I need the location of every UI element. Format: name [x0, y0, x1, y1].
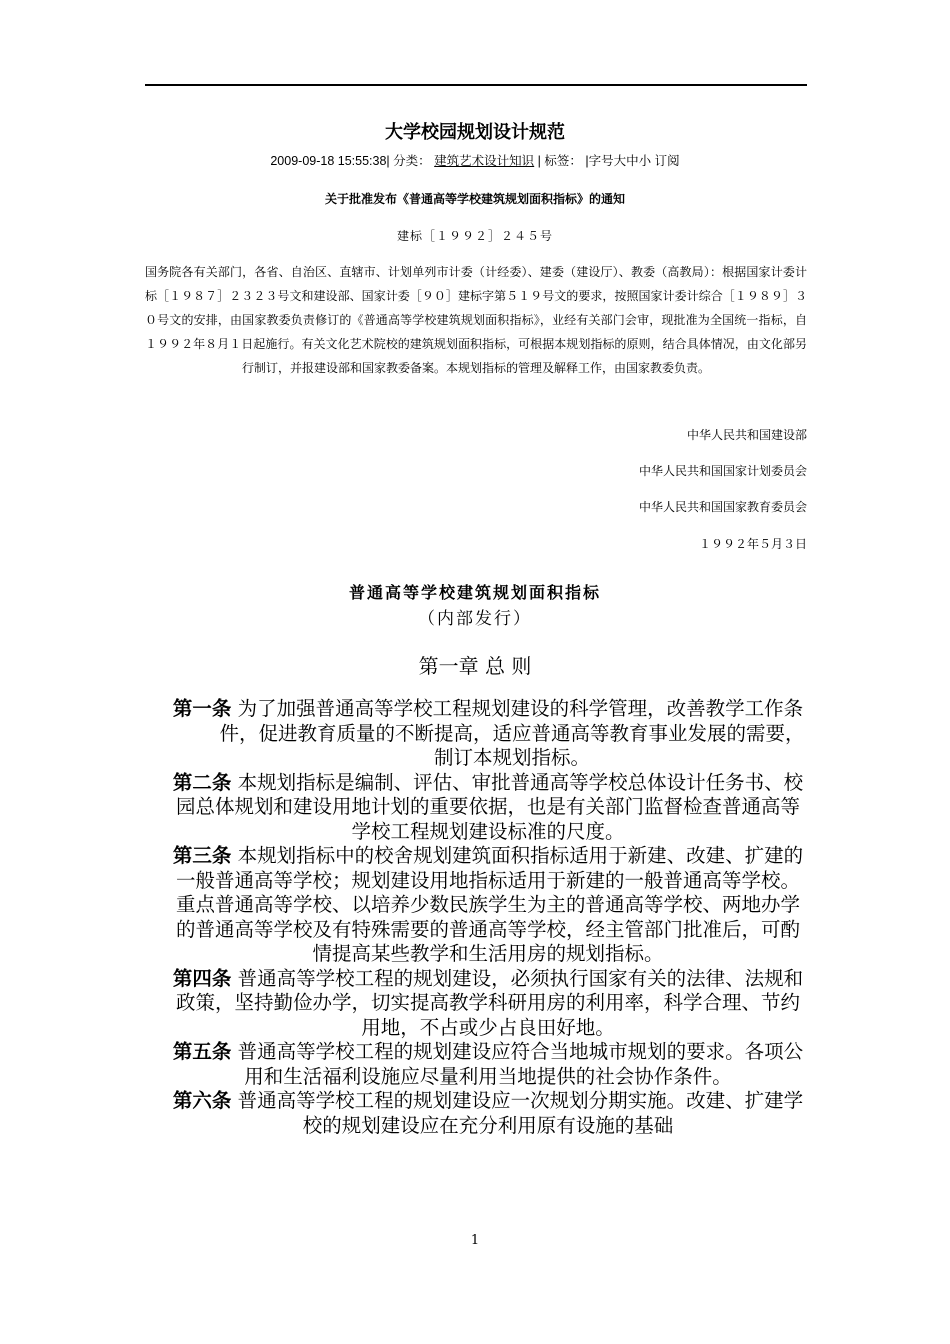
document-title: 普通高等学校建筑规划面积指标: [348, 583, 601, 602]
article-1: [168, 697, 808, 771]
signature-planning-commission: 中华人民共和国国家计划委员会: [638, 464, 807, 478]
articles-list: [168, 697, 808, 1138]
tags-label: | 标签：: [537, 154, 582, 168]
article-label: 第二条: [172, 770, 232, 794]
article-label: 第一条: [172, 697, 232, 720]
article-label: 第五条: [172, 1040, 232, 1063]
article-3: [168, 844, 808, 967]
notice-doc-number: 建标［１９９２］２４５号: [396, 229, 553, 243]
article-text: 普通高等学校工程的规划建设应一次规划分期实施。改建、扩建学校的规划建设应在充分利用原有设施的基础: [237, 1089, 804, 1137]
category-prefix: 分类：: [393, 154, 431, 168]
article-label: 第四条: [172, 966, 232, 990]
article-2: [168, 771, 808, 845]
article-text: 本规划指标是编制、评估、审批普通高等学校总体设计任务书、校园总体规划和建设用地计划的重要依据，也是有关部门监督检查普通高等学校工程规划建设标准的尺度。: [175, 770, 804, 843]
notice-title: 关于批准发布《普通高等学校建筑规划面积指标》的通知: [324, 192, 625, 206]
subscribe-link[interactable]: 订阅: [654, 154, 680, 168]
article-label: 第三条: [172, 844, 232, 867]
article-text: 普通高等学校工程的规划建设，必须执行国家有关的法律、法规和政策，坚持勤俭办学，切实提高教学科研用房的利用率，科学合理、节约用地，不占或少占良田好地。: [175, 966, 804, 1039]
chapter-heading: 第一章 总 则: [418, 654, 532, 678]
signature-education-commission: 中华人民共和国国家教育委员会: [638, 500, 807, 514]
font-size-control[interactable]: |字号大中小: [585, 154, 652, 168]
article-text: 为了加强普通高等学校工程规划建设的科学管理，改善教学工作条件，促进教育质量的不断提高，适应普通高等教育事业发展的需要，制订本规划指标。: [219, 697, 805, 769]
article-5: [168, 1040, 808, 1089]
category-link[interactable]: 建筑艺术设计知识: [434, 154, 535, 168]
page-number: 1: [470, 1233, 480, 1248]
document-subtitle: （内部发行）: [418, 609, 532, 629]
signature-date: １９９２年５月３日: [698, 537, 807, 551]
article-label: 第六条: [172, 1089, 232, 1112]
signature-ministry-construction: 中华人民共和国建设部: [686, 428, 807, 442]
post-meta: [0, 151, 950, 169]
notice-body: 国务院各有关部门，各省、自治区、直辖市、计划单列市计委（计经委）、建委（建设厅）、教委（高教局）：根据国家计委计标［１９８７］２３２３号文和建设部、国家计委［９０］建标字第５１９号文的要求，按照国家计委计综合［１９８９］３０号文的安排，由国家教委负责修订的《普通高等学校建筑规划面积指标》，业经有关部门会审，现批准为全国统一指标，自１９９２年８月１日起施行。有关文化艺术院校的建筑规划面积指标，可根据本规划指标的原则，结合具体情况，由文化部另行制订，并报建设部和国家教委备案。本规划指标的管理及解释工作，由国家教委负责。: [145, 265, 807, 375]
article-4: [168, 967, 808, 1041]
article-6: [168, 1089, 808, 1138]
page-title: 大学校园规划设计规范: [385, 122, 565, 143]
header-rule: [145, 84, 807, 86]
post-datetime: 2009-09-18 15:55:38|: [270, 154, 390, 168]
article-text: 本规划指标中的校舍规划建筑面积指标适用于新建、改建、扩建的一般普通高等学校；规划建设用地指标适用于新建的一般普通高等学校。重点普通高等学校、以培养少数民族学生为主的普通高等学校、两地办学的普通高等学校及有特殊需要的普通高等学校，经主管部门批准后，可酌情提高某些教学和生活用房的规划指标。: [175, 844, 804, 965]
article-text: 普通高等学校工程的规划建设应符合当地城市规划的要求。各项公用和生活福利设施应尽量利用当地提供的社会协作条件。: [237, 1040, 804, 1088]
